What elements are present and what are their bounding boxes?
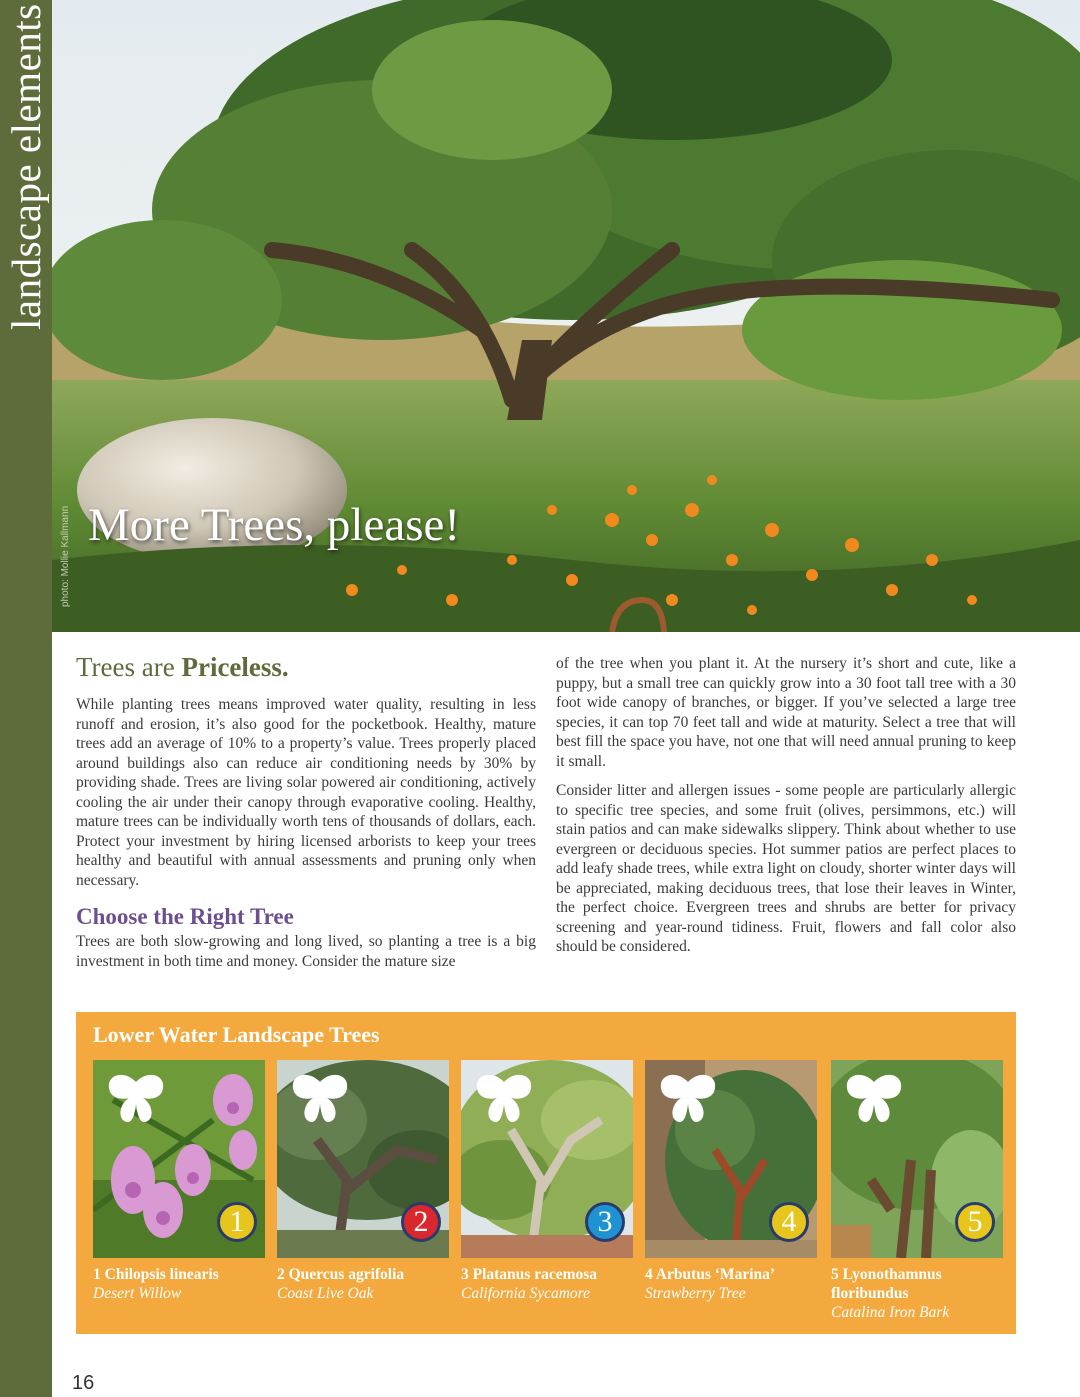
tree-photo-desert-willow <box>93 1060 265 1258</box>
hero-title: More Trees, please! <box>88 499 461 551</box>
tree-number-badge: 2 <box>401 1202 441 1242</box>
butterfly-icon <box>657 1070 719 1128</box>
tree-card-strawberry-tree <box>645 1060 817 1303</box>
tree-photo-california-sycamore <box>461 1060 633 1258</box>
tree-number-badge: 1 <box>217 1202 257 1242</box>
paragraph-choose-start: Trees are both slow-growing and long lived, so planting a tree is a big investment in both time and money. Consider the mature size <box>76 933 536 970</box>
left-column <box>76 652 536 971</box>
tree-common-name: Strawberry Tree <box>645 1285 746 1302</box>
tree-common-name: California Sycamore <box>461 1285 591 1302</box>
tree-scientific-name: 3 Platanus racemosa <box>461 1266 598 1283</box>
tree-scientific-name: 5 Lyonothamnus floribundus <box>831 1266 942 1302</box>
box-title: Lower Water Landscape Trees <box>93 1022 380 1047</box>
tree-card-coast-live-oak <box>277 1060 449 1303</box>
butterfly-icon <box>105 1070 167 1128</box>
paragraph-litter-allergen: Consider litter and allergen issues - some people are particularly allergic to specific tree species, and some fruit (olives, persimmons, etc.) will stain patios and can make sidewalks slippery. Think about whether to use evergreen or deciduous species. Hot summer patios are perfect places to add leafy shade trees, while extra light on cloudy, shorter winter days will be appreciated, making deciduous trees, that lose their leaves in Winter, the perfect choice. Evergreen trees and shrubs are better for privacy screening and year-round tidiness. Fruit, flowers and fall color also should be considered. <box>556 782 1016 955</box>
butterfly-icon <box>289 1070 351 1128</box>
right-column <box>556 654 1016 957</box>
paragraph-choose-continued: of the tree when you plant it. At the nursery it’s short and cute, like a puppy, but a small tree can quickly grow into a 30 foot tall tree with a 30 foot wide canopy of branches, or bigger. If you’ve selected a large tree species, it can top 70 feet tall and wide at maturity. Select a tree that will best fill the space you have, not one that will need annual pruning to keep it small. <box>556 655 1016 770</box>
tree-number-badge: 3 <box>585 1202 625 1242</box>
tree-number-badge: 5 <box>955 1202 995 1242</box>
photo-credit: photo: Mollie Kallmann <box>60 505 71 607</box>
tree-photo-catalina-iron-bark <box>831 1060 1003 1258</box>
heading-priceless: Trees are Priceless. <box>76 652 289 682</box>
page-number: 16 <box>72 1372 95 1394</box>
tree-card-desert-willow <box>93 1060 265 1303</box>
heading-choose-tree: Choose the Right Tree <box>76 904 294 929</box>
tree-scientific-name: 2 Quercus agrifolia <box>277 1266 405 1283</box>
tree-common-name: Desert Willow <box>93 1285 182 1302</box>
section-label: landscape elements <box>3 3 49 330</box>
tree-scientific-name: 1 Chilopsis linearis <box>93 1266 219 1283</box>
tree-number-badge: 4 <box>769 1202 809 1242</box>
tree-card-catalina-iron-bark <box>831 1060 1003 1322</box>
butterfly-icon <box>843 1070 905 1128</box>
tree-photo-coast-live-oak <box>277 1060 449 1258</box>
lower-water-trees-box <box>76 1012 1016 1334</box>
sidebar <box>0 0 52 1397</box>
tree-common-name: Coast Live Oak <box>277 1285 374 1302</box>
paragraph-priceless: While planting trees means improved water quality, resulting in less runoff and erosion, it’s also good for the pocketbook. Healthy, mature trees add an average of 10% to a property’s value. Trees properly placed around buildings also can reduce air conditioning needs by 30% by providing shade. Trees are living solar powered air conditioning, actively cooling the air under their canopy through evaporative cooling. Healthy, mature trees can be individually worth tens of thousands of dollars, each. Protect your investment by hiring licensed arborists to keep your trees healthy and beautiful with annual assessments and pruning only when necessary. <box>76 696 536 889</box>
tree-common-name: Catalina Iron Bark <box>831 1304 950 1321</box>
hero-photo <box>52 0 1080 632</box>
tree-card-california-sycamore <box>461 1060 633 1303</box>
tree-scientific-name: 4 Arbutus ‘Marina’ <box>645 1266 776 1283</box>
tree-photo-strawberry-tree <box>645 1060 817 1258</box>
butterfly-icon <box>473 1070 535 1128</box>
